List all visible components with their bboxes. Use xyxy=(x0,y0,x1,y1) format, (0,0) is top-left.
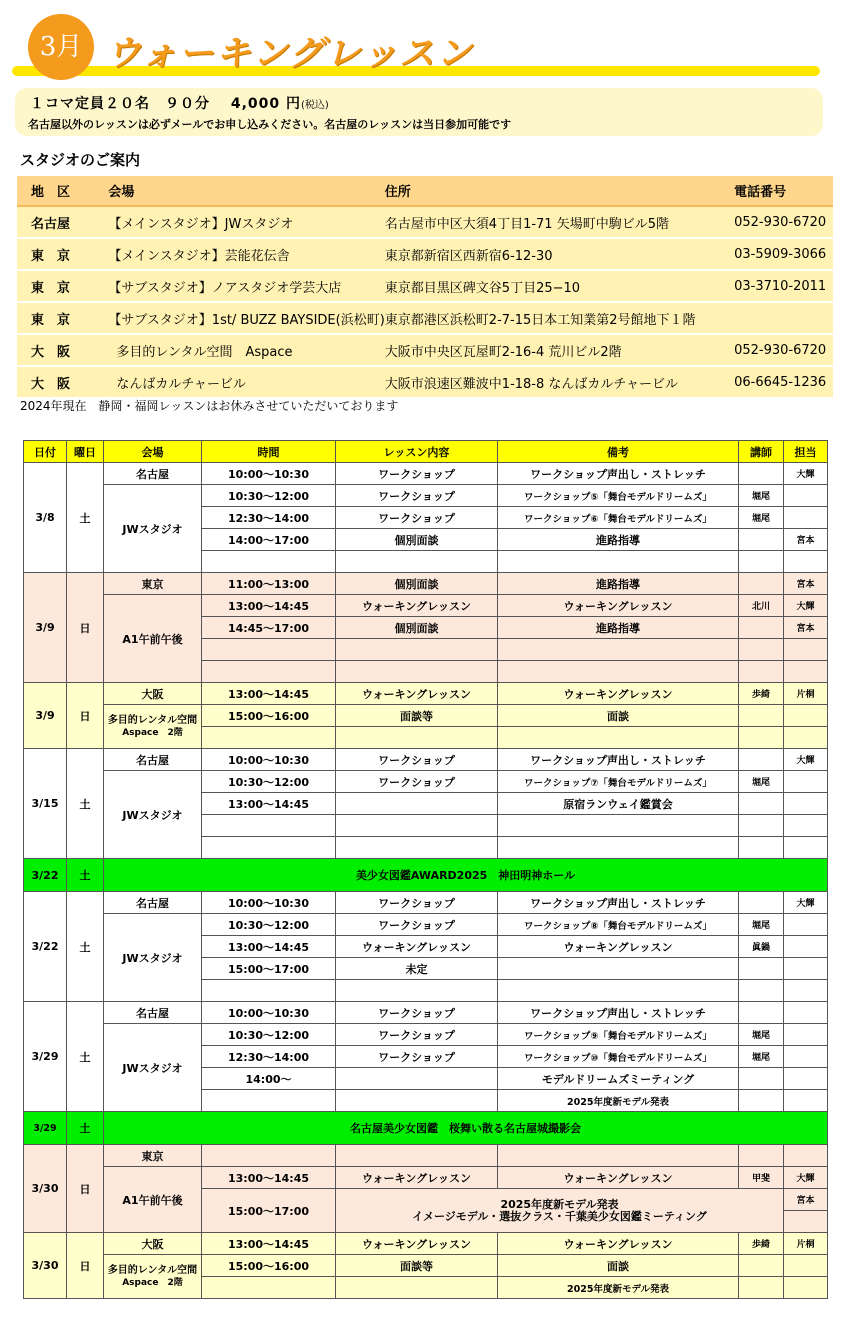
table-cell: 土 xyxy=(67,463,104,573)
table-cell xyxy=(202,980,336,1002)
table-row xyxy=(24,771,828,793)
table-cell xyxy=(784,705,828,727)
table-cell xyxy=(784,1090,828,1112)
table-cell: 13:00〜14:45 xyxy=(202,936,336,958)
table-cell: 2025年度新モデル発表 イメージモデル・選抜クラス・千葉美少女図鑑ミーティング xyxy=(336,1189,784,1233)
table-cell: 東 京 xyxy=(17,270,108,302)
table-cell: 東 京 xyxy=(17,238,108,270)
table-cell: 10:30〜12:00 xyxy=(202,771,336,793)
table-cell xyxy=(498,727,739,749)
studio-row xyxy=(17,206,833,238)
table-cell xyxy=(336,1145,498,1167)
table-cell: ウォーキングレッスン xyxy=(498,595,739,617)
table-cell xyxy=(739,1255,784,1277)
table-cell xyxy=(784,771,828,793)
table-cell xyxy=(739,529,784,551)
table-cell: 土 xyxy=(67,749,104,859)
header-area: 地 区 xyxy=(17,176,108,206)
table-cell xyxy=(202,1277,336,1299)
table-cell: 名古屋 xyxy=(104,749,202,771)
table-cell xyxy=(498,980,739,1002)
table-cell: 大阪市中央区瓦屋町2-16-4 荒川ビル2階 xyxy=(385,334,734,366)
table-cell: 15:00〜17:00 xyxy=(202,958,336,980)
table-cell xyxy=(784,815,828,837)
table-cell: 東京都港区浜松町2-7-15日本工知業第2号館地下１階 xyxy=(385,302,734,334)
table-cell: 進路指導 xyxy=(498,617,739,639)
table-cell: 土 xyxy=(67,859,104,892)
table-cell xyxy=(498,837,739,859)
table-cell: 15:00〜16:00 xyxy=(202,705,336,727)
table-cell xyxy=(784,1024,828,1046)
table-cell: 13:00〜14:45 xyxy=(202,1167,336,1189)
table-cell: ウォーキングレッスン xyxy=(336,1167,498,1189)
studio-row xyxy=(17,334,833,366)
table-cell: 東京都目黒区碑文谷5丁目25−10 xyxy=(385,270,734,302)
table-cell: 12:30〜14:00 xyxy=(202,1046,336,1068)
table-cell xyxy=(784,793,828,815)
table-cell xyxy=(784,661,828,683)
table-cell: 大 阪 xyxy=(17,366,108,398)
table-cell xyxy=(336,815,498,837)
table-cell: ワークショップ xyxy=(336,1024,498,1046)
table-cell xyxy=(784,914,828,936)
table-cell: 眞鍋 xyxy=(739,936,784,958)
table-cell: 個別面談 xyxy=(336,529,498,551)
table-cell: A1午前午後 xyxy=(104,595,202,683)
table-cell: ワークショップ⑩「舞台モデルドリームズ」 xyxy=(498,1046,739,1068)
table-cell: 名古屋 xyxy=(104,892,202,914)
closure-note: 2024年現在 静岡・福岡レッスンはお休みさせていただいております xyxy=(20,399,399,413)
table-cell: 3/9 xyxy=(24,573,67,683)
table-cell xyxy=(336,837,498,859)
event-row xyxy=(24,859,828,892)
table-cell xyxy=(739,1145,784,1167)
table-cell: 大阪市浪速区難波中1-18-8 なんばカルチャービル xyxy=(385,366,734,398)
table-cell: JWスタジオ xyxy=(104,771,202,859)
table-cell: 【サブスタジオ】ノアスタジオ学芸大店 xyxy=(108,270,384,302)
table-cell xyxy=(202,837,336,859)
studio-row xyxy=(17,366,833,398)
table-cell: 大輝 xyxy=(784,892,828,914)
table-cell: ワークショップ⑧「舞台モデルドリームズ」 xyxy=(498,914,739,936)
table-cell xyxy=(336,1068,498,1090)
table-cell: 3/9 xyxy=(24,683,67,749)
table-cell xyxy=(739,980,784,1002)
table-cell: 名古屋 xyxy=(104,1002,202,1024)
table-cell xyxy=(739,661,784,683)
table-cell: 10:00〜10:30 xyxy=(202,1002,336,1024)
table-row xyxy=(24,705,828,727)
table-cell: 原宿ランウェイ鑑賞会 xyxy=(498,793,739,815)
table-cell: 堀尾 xyxy=(739,485,784,507)
table-row xyxy=(24,1002,828,1024)
table-cell: 3/30 xyxy=(24,1145,67,1233)
table-cell: 進路指導 xyxy=(498,573,739,595)
table-cell: ワークショップ xyxy=(336,507,498,529)
table-cell xyxy=(739,1090,784,1112)
table-cell: 名古屋 xyxy=(104,463,202,485)
studio-row xyxy=(17,270,833,302)
table-cell: ワークショップ声出し・ストレッチ xyxy=(498,749,739,771)
table-cell: 10:30〜12:00 xyxy=(202,914,336,936)
table-cell: ワークショップ xyxy=(336,485,498,507)
header-phone: 電話番号 xyxy=(734,176,833,206)
table-cell: 大輝 xyxy=(784,1167,828,1189)
table-row xyxy=(24,1145,828,1167)
table-cell xyxy=(202,551,336,573)
table-cell xyxy=(784,485,828,507)
table-cell xyxy=(739,958,784,980)
table-cell xyxy=(739,749,784,771)
table-row xyxy=(24,595,828,617)
table-cell xyxy=(498,551,739,573)
table-cell: モデルドリームズミーティング xyxy=(498,1068,739,1090)
table-cell xyxy=(336,980,498,1002)
table-cell: 備考 xyxy=(498,441,739,463)
table-cell: ワークショップ声出し・ストレッチ xyxy=(498,463,739,485)
table-cell: なんばカルチャービル xyxy=(108,366,384,398)
table-cell: 面談等 xyxy=(336,1255,498,1277)
table-cell: 東 京 xyxy=(17,302,108,334)
table-cell xyxy=(739,573,784,595)
table-row xyxy=(24,463,828,485)
table-cell: 堀尾 xyxy=(739,1046,784,1068)
table-cell: 3/8 xyxy=(24,463,67,573)
table-cell: 片桐 xyxy=(784,1233,828,1255)
table-cell: ウォーキングレッスン xyxy=(336,936,498,958)
table-cell: 宮本 xyxy=(784,573,828,595)
table-cell: 3/22 xyxy=(24,892,67,1002)
table-cell: ウォーキングレッスン xyxy=(498,1233,739,1255)
table-cell: 面談 xyxy=(498,705,739,727)
table-cell: 堀尾 xyxy=(739,771,784,793)
table-cell: 美少女図鑑AWARD2025 神田明神ホール xyxy=(104,859,828,892)
table-cell: 052-930-6720 xyxy=(734,206,833,238)
table-cell xyxy=(739,815,784,837)
table-cell: 13:00〜14:45 xyxy=(202,793,336,815)
table-cell: ワークショップ xyxy=(336,914,498,936)
schedule-header-row xyxy=(24,441,828,463)
table-cell xyxy=(784,727,828,749)
table-cell xyxy=(784,1211,828,1233)
table-cell: 15:00〜16:00 xyxy=(202,1255,336,1277)
table-cell: 11:00〜13:00 xyxy=(202,573,336,595)
table-row xyxy=(24,1255,828,1277)
table-cell xyxy=(202,1090,336,1112)
table-cell: 3/30 xyxy=(24,1233,67,1299)
table-cell: 宮本 xyxy=(784,1189,828,1211)
table-cell: 03-5909-3066 xyxy=(734,238,833,270)
studio-table xyxy=(17,176,833,399)
table-cell: 個別面談 xyxy=(336,617,498,639)
table-cell xyxy=(739,837,784,859)
table-cell xyxy=(336,793,498,815)
table-cell xyxy=(202,661,336,683)
table-cell: 大阪 xyxy=(104,1233,202,1255)
table-cell: 土 xyxy=(67,892,104,1002)
table-cell: 担当 xyxy=(784,441,828,463)
table-cell xyxy=(739,463,784,485)
table-cell: ワークショップ xyxy=(336,1002,498,1024)
table-cell: ワークショップ xyxy=(336,463,498,485)
table-cell: 進路指導 xyxy=(498,529,739,551)
table-cell xyxy=(202,727,336,749)
table-cell: JWスタジオ xyxy=(104,1024,202,1112)
studio-row xyxy=(17,302,833,334)
table-cell: 多目的レンタル空間 Aspace xyxy=(108,334,384,366)
table-cell: 名古屋美少女図鑑 桜舞い散る名古屋城撮影会 xyxy=(104,1112,828,1145)
table-cell: 日 xyxy=(67,683,104,749)
table-cell: 個別面談 xyxy=(336,573,498,595)
event-row xyxy=(24,1112,828,1145)
table-cell: ワークショップ⑦「舞台モデルドリームズ」 xyxy=(498,771,739,793)
table-cell: A1午前午後 xyxy=(104,1167,202,1233)
table-cell: 未定 xyxy=(336,958,498,980)
table-cell xyxy=(202,639,336,661)
table-cell: ワークショップ xyxy=(336,1046,498,1068)
table-cell: 名古屋 xyxy=(17,206,108,238)
table-cell: 10:30〜12:00 xyxy=(202,1024,336,1046)
table-cell: 13:00〜14:45 xyxy=(202,683,336,705)
table-cell: ワークショップ声出し・ストレッチ xyxy=(498,1002,739,1024)
table-cell: 日付 xyxy=(24,441,67,463)
table-cell: 堀尾 xyxy=(739,914,784,936)
table-cell xyxy=(336,727,498,749)
table-cell: 片桐 xyxy=(784,683,828,705)
table-cell xyxy=(739,1068,784,1090)
table-cell: 東京 xyxy=(104,573,202,595)
table-cell: 3/29 xyxy=(24,1112,67,1145)
table-cell xyxy=(784,639,828,661)
table-cell: 大輝 xyxy=(784,749,828,771)
table-cell xyxy=(498,958,739,980)
table-cell: 14:00〜 xyxy=(202,1068,336,1090)
table-cell xyxy=(784,551,828,573)
table-cell xyxy=(784,507,828,529)
table-cell: ウォーキングレッスン xyxy=(498,1167,739,1189)
table-cell: 堀尾 xyxy=(739,507,784,529)
table-cell xyxy=(784,1046,828,1068)
table-row xyxy=(24,892,828,914)
table-cell: 13:00〜14:45 xyxy=(202,1233,336,1255)
table-cell: ワークショップ⑤「舞台モデルドリームズ」 xyxy=(498,485,739,507)
table-cell xyxy=(739,551,784,573)
table-cell xyxy=(784,837,828,859)
table-cell xyxy=(336,661,498,683)
page-header xyxy=(0,0,850,90)
table-cell: 甲斐 xyxy=(739,1167,784,1189)
table-cell: 北川 xyxy=(739,595,784,617)
table-cell xyxy=(202,815,336,837)
table-cell: 日 xyxy=(67,573,104,683)
table-cell xyxy=(336,1277,498,1299)
table-cell: レッスン内容 xyxy=(336,441,498,463)
table-cell xyxy=(739,1002,784,1024)
table-cell: ワークショップ xyxy=(336,771,498,793)
table-cell xyxy=(498,815,739,837)
table-cell: 面談 xyxy=(498,1255,739,1277)
page-title: ウォーキングレッスン xyxy=(106,33,474,74)
table-cell: 10:00〜10:30 xyxy=(202,892,336,914)
table-cell: ワークショップ⑨「舞台モデルドリームズ」 xyxy=(498,1024,739,1046)
price-info: １コマ定員２０名 ９０分 4,000 円(税込) xyxy=(30,96,329,112)
table-cell xyxy=(784,980,828,1002)
table-cell: 3/15 xyxy=(24,749,67,859)
table-cell: 10:00〜10:30 xyxy=(202,463,336,485)
table-cell: 2025年度新モデル発表 xyxy=(498,1090,739,1112)
table-cell xyxy=(784,1255,828,1277)
table-cell: 会場 xyxy=(104,441,202,463)
table-cell xyxy=(202,1145,336,1167)
table-row xyxy=(24,573,828,595)
table-cell: ワークショップ xyxy=(336,892,498,914)
table-cell xyxy=(498,1145,739,1167)
table-cell: 多目的レンタル空間 Aspace 2階 xyxy=(104,1255,202,1299)
table-cell xyxy=(784,936,828,958)
table-cell xyxy=(739,617,784,639)
table-cell xyxy=(498,661,739,683)
table-cell xyxy=(784,1277,828,1299)
table-cell: 06-6645-1236 xyxy=(734,366,833,398)
table-cell: 歩綺 xyxy=(739,683,784,705)
table-cell: ワークショップ xyxy=(336,749,498,771)
table-cell: 名古屋市中区大須4丁目1-71 矢場町中駒ビル5階 xyxy=(385,206,734,238)
table-cell: 2025年度新モデル発表 xyxy=(498,1277,739,1299)
table-cell xyxy=(734,302,833,334)
table-cell xyxy=(739,793,784,815)
table-cell: 東京 xyxy=(104,1145,202,1167)
schedule-table xyxy=(23,440,828,1299)
table-cell: 03-3710-2011 xyxy=(734,270,833,302)
table-cell: 14:45〜17:00 xyxy=(202,617,336,639)
table-row xyxy=(24,683,828,705)
table-cell: ウォーキングレッスン xyxy=(498,683,739,705)
table-cell: 面談等 xyxy=(336,705,498,727)
table-cell: 大阪 xyxy=(104,683,202,705)
table-cell: 土 xyxy=(67,1002,104,1112)
table-row xyxy=(24,485,828,507)
table-cell: 曜日 xyxy=(67,441,104,463)
table-cell xyxy=(739,639,784,661)
table-cell xyxy=(784,1002,828,1024)
table-cell: 宮本 xyxy=(784,617,828,639)
table-cell xyxy=(498,639,739,661)
table-cell: 13:00〜14:45 xyxy=(202,595,336,617)
table-row xyxy=(24,749,828,771)
table-cell: 時間 xyxy=(202,441,336,463)
studio-section-title: スタジオのご案内 xyxy=(20,151,141,169)
table-cell: 講師 xyxy=(739,441,784,463)
table-cell: 宮本 xyxy=(784,529,828,551)
table-row xyxy=(24,914,828,936)
table-cell xyxy=(336,639,498,661)
table-cell: ウォーキングレッスン xyxy=(498,936,739,958)
month-badge: 3月 xyxy=(28,14,94,80)
booking-note: 名古屋以外のレッスンは必ずメールでお申し込みください。名古屋のレッスンは当日参加可能です xyxy=(28,118,512,131)
table-cell xyxy=(336,551,498,573)
table-cell: 日 xyxy=(67,1145,104,1233)
table-cell: 大輝 xyxy=(784,463,828,485)
table-cell xyxy=(784,958,828,980)
table-cell: 大輝 xyxy=(784,595,828,617)
table-cell: 14:00〜17:00 xyxy=(202,529,336,551)
table-cell: 3/22 xyxy=(24,859,67,892)
table-cell: 10:30〜12:00 xyxy=(202,485,336,507)
table-row xyxy=(24,1233,828,1255)
table-cell: ワークショップ声出し・ストレッチ xyxy=(498,892,739,914)
table-cell: 10:00〜10:30 xyxy=(202,749,336,771)
table-cell: 【メインスタジオ】芸能花伝舎 xyxy=(108,238,384,270)
table-cell xyxy=(739,705,784,727)
header-address: 住所 xyxy=(385,176,734,206)
table-cell: ウォーキングレッスン xyxy=(336,683,498,705)
table-cell xyxy=(739,892,784,914)
studio-row xyxy=(17,238,833,270)
table-cell xyxy=(739,727,784,749)
table-cell: 東京都新宿区西新宿6-12-30 xyxy=(385,238,734,270)
table-cell xyxy=(784,1145,828,1167)
table-cell xyxy=(784,1068,828,1090)
table-cell: 日 xyxy=(67,1233,104,1299)
table-cell: 3/29 xyxy=(24,1002,67,1112)
table-row xyxy=(24,1024,828,1046)
table-cell: 052-930-6720 xyxy=(734,334,833,366)
header-venue: 会場 xyxy=(108,176,384,206)
table-cell: 多目的レンタル空間 Aspace 2階 xyxy=(104,705,202,749)
table-cell: ウォーキングレッスン xyxy=(336,595,498,617)
table-cell: 堀尾 xyxy=(739,1024,784,1046)
table-cell: 歩綺 xyxy=(739,1233,784,1255)
table-cell: 土 xyxy=(67,1112,104,1145)
table-cell: 12:30〜14:00 xyxy=(202,507,336,529)
table-cell: 【サブスタジオ】1st/ BUZZ BAYSIDE(浜松町) xyxy=(108,302,384,334)
table-cell: 15:00〜17:00 xyxy=(202,1189,336,1233)
table-cell: ウォーキングレッスン xyxy=(336,1233,498,1255)
table-cell: JWスタジオ xyxy=(104,914,202,1002)
table-row xyxy=(24,1167,828,1189)
table-cell xyxy=(336,1090,498,1112)
table-cell: JWスタジオ xyxy=(104,485,202,573)
table-cell: ワークショップ⑥「舞台モデルドリームズ」 xyxy=(498,507,739,529)
table-cell xyxy=(739,1277,784,1299)
studio-header-row xyxy=(17,176,833,206)
table-cell: 【メインスタジオ】JWスタジオ xyxy=(108,206,384,238)
table-cell: 大 阪 xyxy=(17,334,108,366)
